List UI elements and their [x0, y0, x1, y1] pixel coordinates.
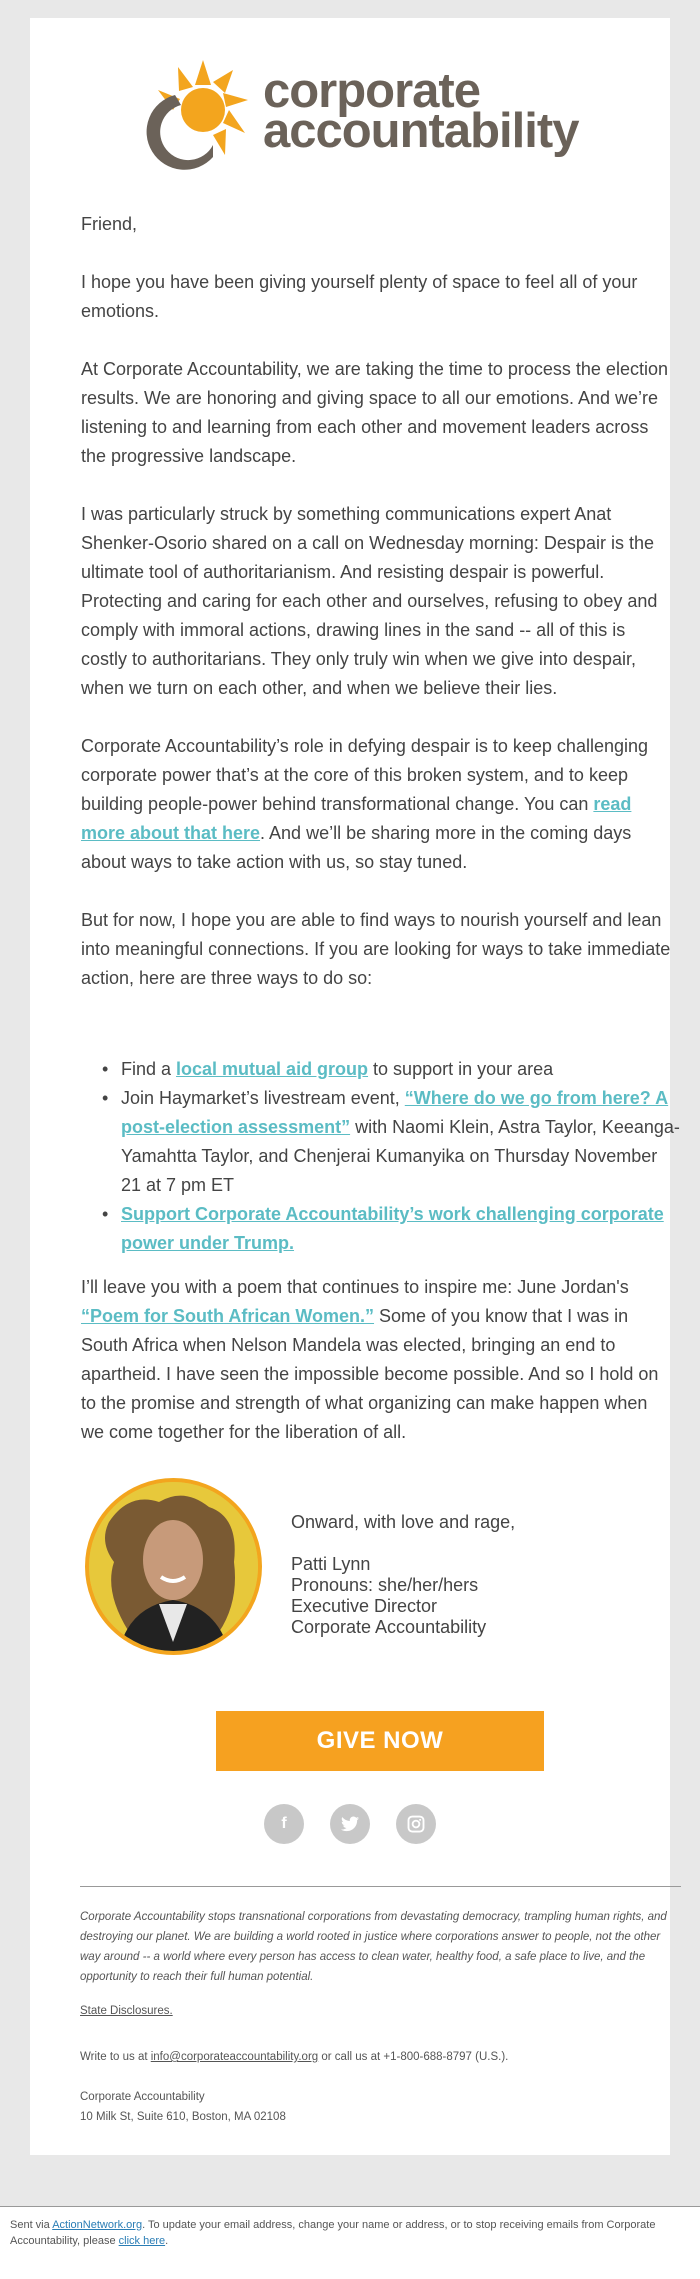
paragraph-5: But for now, I hope you are able to find ways to nourish yourself and lean into meaningful connections. If you are looking for ways to take immediate action, here are three ways to do so:: [81, 910, 671, 988]
email-link[interactable]: info@corporateaccountability.org: [150, 2051, 319, 2063]
facebook-icon[interactable]: [264, 1804, 304, 1844]
twitter-icon[interactable]: [330, 1804, 370, 1844]
paragraph-6-text-a: I’ll leave you with a poem that continues to inspire me: June Jordan's: [81, 1277, 629, 1297]
list-item-1-text-b: to support in your area: [368, 1059, 554, 1079]
unsubscribe-notice: [10, 2217, 690, 2249]
avatar: [85, 1478, 262, 1655]
instagram-icon[interactable]: [396, 1804, 436, 1844]
signer-org: Corporate Accountability: [291, 1617, 487, 1637]
list-item: [102, 1200, 682, 1258]
poem-link[interactable]: “Poem for South African Women.”: [81, 1306, 375, 1326]
unsubscribe-text: . To update your email address, change your name or address, or to stop receiving emails from Corporate Accountability, please: [10, 2219, 656, 2247]
footer-address: 10 Milk St, Suite 610, Boston, MA 02108: [80, 2111, 286, 2123]
give-now-button[interactable]: GIVE NOW: [216, 1711, 544, 1771]
sun-logo-icon: [133, 55, 253, 175]
logo-wordmark: [263, 64, 579, 158]
action-network-link[interactable]: ActionNetwork.org: [52, 2219, 143, 2231]
paragraph-4-text-b: . And we’ll be sharing more in the coming days about ways to take action with us, so stay tuned.: [81, 823, 632, 872]
contact-text-b: or call us at +1-800-688-8797 (U.S.).: [318, 2051, 509, 2063]
signer-name: Patti Lynn: [291, 1554, 371, 1574]
greeting: Friend,: [81, 214, 138, 234]
read-more-link[interactable]: read more about that here: [81, 794, 632, 843]
list-item: [102, 1084, 682, 1200]
list-item-2-text-a: Join Haymarket’s livestream event,: [121, 1088, 405, 1108]
paragraph-4: [81, 732, 671, 877]
paragraph-6: [81, 1273, 671, 1447]
corporate-accountability-logo[interactable]: [133, 55, 593, 175]
state-disclosures-link[interactable]: State Disclosures.: [80, 2005, 173, 2017]
instagram-camera-icon: [407, 1815, 425, 1833]
signature-block: [291, 1512, 515, 1638]
contact-line: [80, 2047, 680, 2067]
haymarket-event-link[interactable]: “Where do we go from here? A post-election assessment”: [121, 1088, 669, 1137]
list-item-2-text-b: with Naomi Klein, Astra Taylor, Keeanga-Yamahtta Taylor, and Chenjerai Kumanyika on Thursday November 21 at 7 pm ET: [121, 1117, 680, 1195]
sent-via-text: Sent via: [10, 2219, 53, 2231]
paragraph-2: At Corporate Accountability, we are taking the time to process the election results. We are honoring and giving space to all our emotions. And we’re listening to and learning from each other and movement leaders across the progressive landscape.: [81, 359, 668, 466]
logo-line-2: accountability: [263, 104, 579, 158]
paragraph-1: I hope you have been giving yourself plenty of space to feel all of your emotions.: [81, 272, 638, 321]
signer-pronouns: Pronouns: she/her/hers: [291, 1575, 479, 1595]
signer-title: Executive Director: [291, 1596, 438, 1616]
mutual-aid-link[interactable]: local mutual aid group: [176, 1059, 369, 1079]
list-item: [102, 1055, 682, 1084]
action-list: [102, 1055, 682, 1258]
email-card: [30, 18, 680, 2155]
contact-text-a: Write to us at: [80, 2051, 151, 2063]
org-address: [80, 2087, 680, 2127]
closing-line: Onward, with love and rage,: [291, 1512, 516, 1532]
paragraph-6-text-b: Some of you know that I was in South Africa when Nelson Mandela was elected, bringing an end to apartheid. I have seen the impossible become possible. And so I hold on to the promise and strength of what organizing can make happen when we come together for the liberation of all.: [81, 1306, 659, 1442]
paragraph-3: I was particularly struck by something communications expert Anat Shenker-Osorio shared on a call on Wednesday morning: Despair is the ultimate tool of authoritarianism. And resisting despair is powerful. Protecting and caring for each other and ourselves, refusing to obey and comply with immoral actions, drawing lines in the sand -- all of this is costly to authoritarians. They only truly win when we give into despair, when we turn on each other, and when we believe their lies.: [81, 504, 658, 698]
support-link[interactable]: Support Corporate Accountability’s work challenging corporate power under Trump.: [121, 1204, 664, 1253]
footer-divider: [80, 1886, 681, 1887]
paragraph-4-text-a: Corporate Accountability’s role in defying despair is to keep challenging corporate power that’s at the core of this broken system, and to keep building people-power behind transformational change. You can: [81, 736, 649, 814]
list-item-1-text-a: Find a: [121, 1059, 177, 1079]
state-disclosures: [80, 2001, 680, 2021]
mission-statement: Corporate Accountability stops transnational corporations from devastating democracy, trampling human rights, and destroying our planet. We are building a world rooted in justice where corporations answer to people, not the other way around -- a world where every person has access to clean water, healthy food, a safe place to live, and the opportunity to reach their full human potential.: [80, 1911, 667, 1983]
click-here-link[interactable]: click here: [118, 2235, 166, 2247]
logo-line-1: corporate: [263, 64, 481, 118]
portrait-image: [89, 1482, 258, 1651]
footer-org-name: Corporate Accountability: [80, 2091, 205, 2103]
facebook-glyph: f: [281, 1815, 287, 1832]
period: .: [165, 2235, 169, 2247]
twitter-bird-icon: [341, 1816, 359, 1832]
